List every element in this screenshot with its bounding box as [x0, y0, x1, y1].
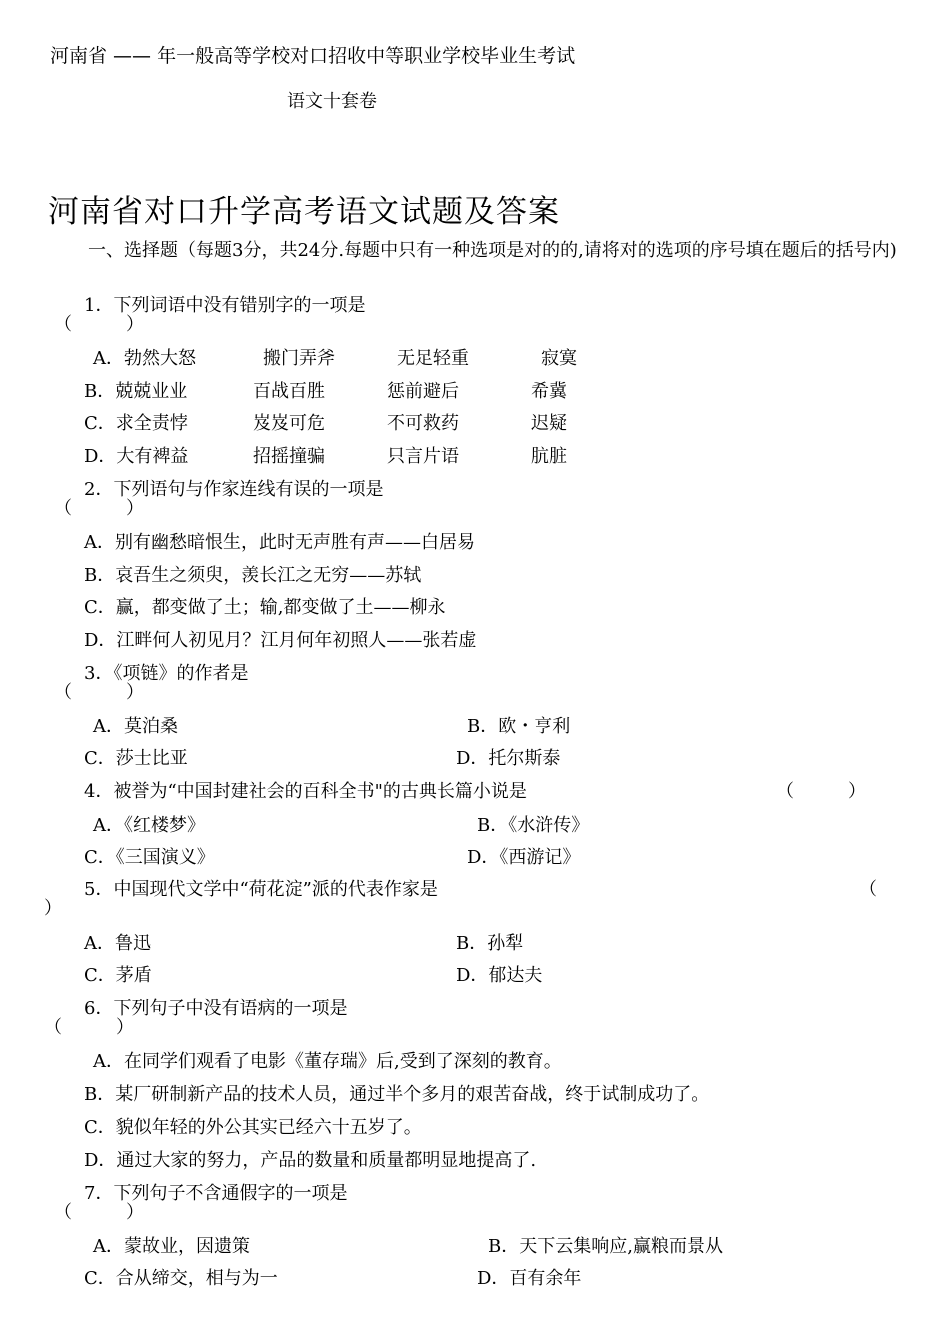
question-1-stem: 1．下列词语中没有错别字的一项是	[84, 295, 366, 316]
q1-option-c-4: 迟疑	[531, 413, 567, 434]
q1-option-b-4: 希冀	[531, 381, 567, 402]
q7-option-c: C．合从缔交，相与为一	[84, 1268, 278, 1289]
q1-option-a-1: A．勃然大怒	[93, 348, 196, 369]
q2-option-a: A．别有幽愁暗恨生，此时无声胜有声——白居易	[84, 532, 475, 553]
q5-option-c: C．茅盾	[84, 965, 152, 986]
q2-option-c: C．赢，都变做了土；输,都变做了土——柳永	[84, 597, 446, 618]
q1-option-b-2: 百战百胜	[253, 381, 325, 402]
question-3-paren: （ ）	[54, 682, 144, 703]
q1-option-a-3: 无足轻重	[397, 348, 469, 369]
q5-option-a: A．鲁迅	[84, 933, 151, 954]
question-6-paren: （ ）	[44, 1017, 134, 1038]
q3-option-a: A．莫泊桑	[93, 716, 178, 737]
question-7-paren: （ ）	[54, 1202, 144, 1223]
q1-option-d-3: 只言片语	[387, 446, 459, 467]
q4-option-a: A．《红楼梦》	[93, 815, 205, 836]
q3-option-d: D．托尔斯泰	[456, 748, 561, 769]
q1-option-d-2: 招摇撞骗	[253, 446, 325, 467]
header-line-2: 语文十套卷	[287, 91, 377, 112]
q4-option-d: D．《西游记》	[467, 847, 581, 868]
q3-option-b: B．欧・亨利	[467, 716, 571, 737]
q6-option-a: A．在同学们观看了电影《董存瑞》后,受到了深刻的教育。	[93, 1051, 562, 1072]
q5-option-d: D．郁达夫	[456, 965, 543, 986]
q1-option-b-1: B．兢兢业业	[84, 381, 188, 402]
header-line-1: 河南省 —— 年一般高等学校对口招收中等职业学校毕业生考试	[50, 45, 576, 67]
question-7-stem: 7．下列句子不含通假字的一项是	[84, 1183, 348, 1204]
q7-option-d: D．百有余年	[477, 1268, 582, 1289]
q1-option-a-2: 搬门弄斧	[263, 348, 335, 369]
q1-option-b-3: 惩前避后	[387, 381, 459, 402]
q1-option-d-1: D．大有裨益	[84, 446, 189, 467]
q6-option-d: D．通过大家的努力，产品的数量和质量都明显地提高了.	[84, 1150, 537, 1171]
q4-option-c: C．《三国演义》	[84, 847, 215, 868]
question-1-paren: （ ）	[54, 314, 144, 335]
question-4-stem: 4．被誉为“中国封建社会的百科全书"的古典长篇小说是	[84, 781, 527, 802]
question-2-stem: 2．下列语句与作家连线有误的一项是	[84, 479, 384, 500]
q1-option-c-2: 岌岌可危	[253, 413, 325, 434]
section-intro: 一、选择题（每题3分，共24分.每题中只有一种选项是对的的,请将对的选项的序号填在题后的括号内)	[88, 240, 897, 261]
q5-option-b: B．孙犁	[456, 933, 524, 954]
question-6-stem: 6．下列句子中没有语病的一项是	[84, 998, 348, 1019]
q1-option-c-3: 不可救药	[387, 413, 459, 434]
q2-option-d: D．江畔何人初见月？江月何年初照人——张若虚	[84, 630, 477, 651]
question-5-paren-close: ）	[44, 898, 62, 919]
q1-option-c-1: C．求全责悖	[84, 413, 188, 434]
q7-option-b: B．天下云集响应,赢粮而景从	[488, 1236, 723, 1257]
question-5-stem: 5．中国现代文学中“荷花淀”派的代表作家是	[84, 879, 438, 900]
question-3-stem: 3．《项链》的作者是	[84, 663, 249, 684]
q1-option-a-4: 寂寞	[541, 348, 577, 369]
question-2-paren: （ ）	[54, 498, 144, 519]
q6-option-b: B．某厂研制新产品的技术人员，通过半个多月的艰苦奋战，终于试制成功了。	[84, 1084, 710, 1105]
page-title: 河南省对口升学高考语文试题及答案	[48, 194, 560, 230]
q7-option-a: A．蒙故业，因遗策	[93, 1236, 250, 1257]
question-4-paren: （ ）	[776, 781, 866, 802]
q3-option-c: C．莎士比亚	[84, 748, 188, 769]
question-5-paren-open: （	[859, 879, 877, 900]
q1-option-d-4: 肮脏	[531, 446, 567, 467]
q2-option-b: B．哀吾生之须臾，羡长江之无穷——苏轼	[84, 565, 422, 586]
q4-option-b: B．《水浒传》	[477, 815, 590, 836]
q6-option-c: C．貌似年轻的外公其实已经六十五岁了。	[84, 1117, 422, 1138]
